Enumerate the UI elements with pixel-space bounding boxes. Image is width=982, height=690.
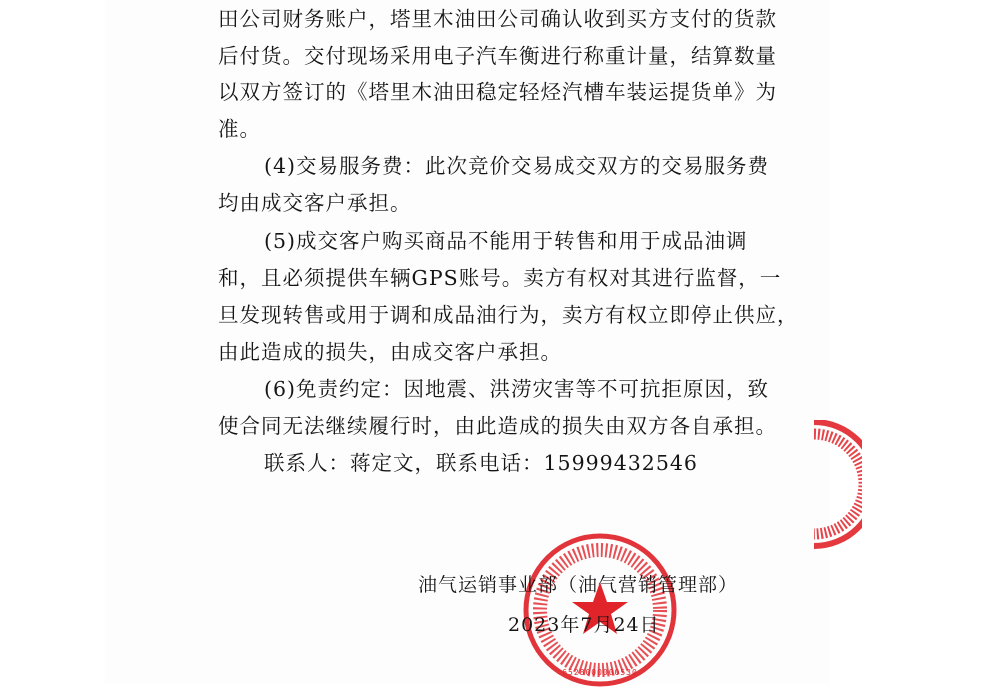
- body-line-6: 均由成交客户承担。: [218, 191, 412, 215]
- body-line-5: (4)交易服务费：此次竞价交易成交双方的交易服务费: [264, 154, 770, 178]
- body-line-9: 旦发现转售或用于调和成品油行为，卖方有权立即停止供应，: [218, 303, 799, 327]
- partial-seal-stamp: [812, 420, 862, 550]
- body-line-10: 由此造成的损失，由成交客户承担。: [218, 340, 562, 364]
- body-line-7: (5)成交客户购买商品不能用于转售和用于成品油调: [264, 229, 748, 253]
- body-line-12: 使合同无法继续履行时，由此造成的损失由双方各自承担。: [218, 414, 777, 438]
- body-line-2: 后付货。交付现场采用电子汽车衡进行称重计量，结算数量: [218, 44, 777, 68]
- body-line-4: 准。: [218, 117, 261, 141]
- body-line-1: 田公司财务账户，塔里木油田公司确认收到买方支付的货款: [218, 7, 777, 31]
- seal-serial-number: 6528000000530: [562, 668, 638, 677]
- body-line-3: 以双方签订的《塔里木油田稳定轻烃汽槽车装运提货单》为: [218, 80, 777, 104]
- signature-date: 2023年7月24日: [508, 614, 660, 636]
- body-line-11: (6)免责约定：因地震、洪涝灾害等不可抗拒原因，致: [264, 377, 770, 401]
- contact-line: 联系人：蒋定文，联系电话：15999432546: [264, 451, 698, 475]
- signature-organization: 油气运销事业部（油气营销管理部）: [418, 574, 739, 596]
- body-line-8: 和，且必须提供车辆GPS账号。卖方有权对其进行监督，一: [218, 266, 782, 290]
